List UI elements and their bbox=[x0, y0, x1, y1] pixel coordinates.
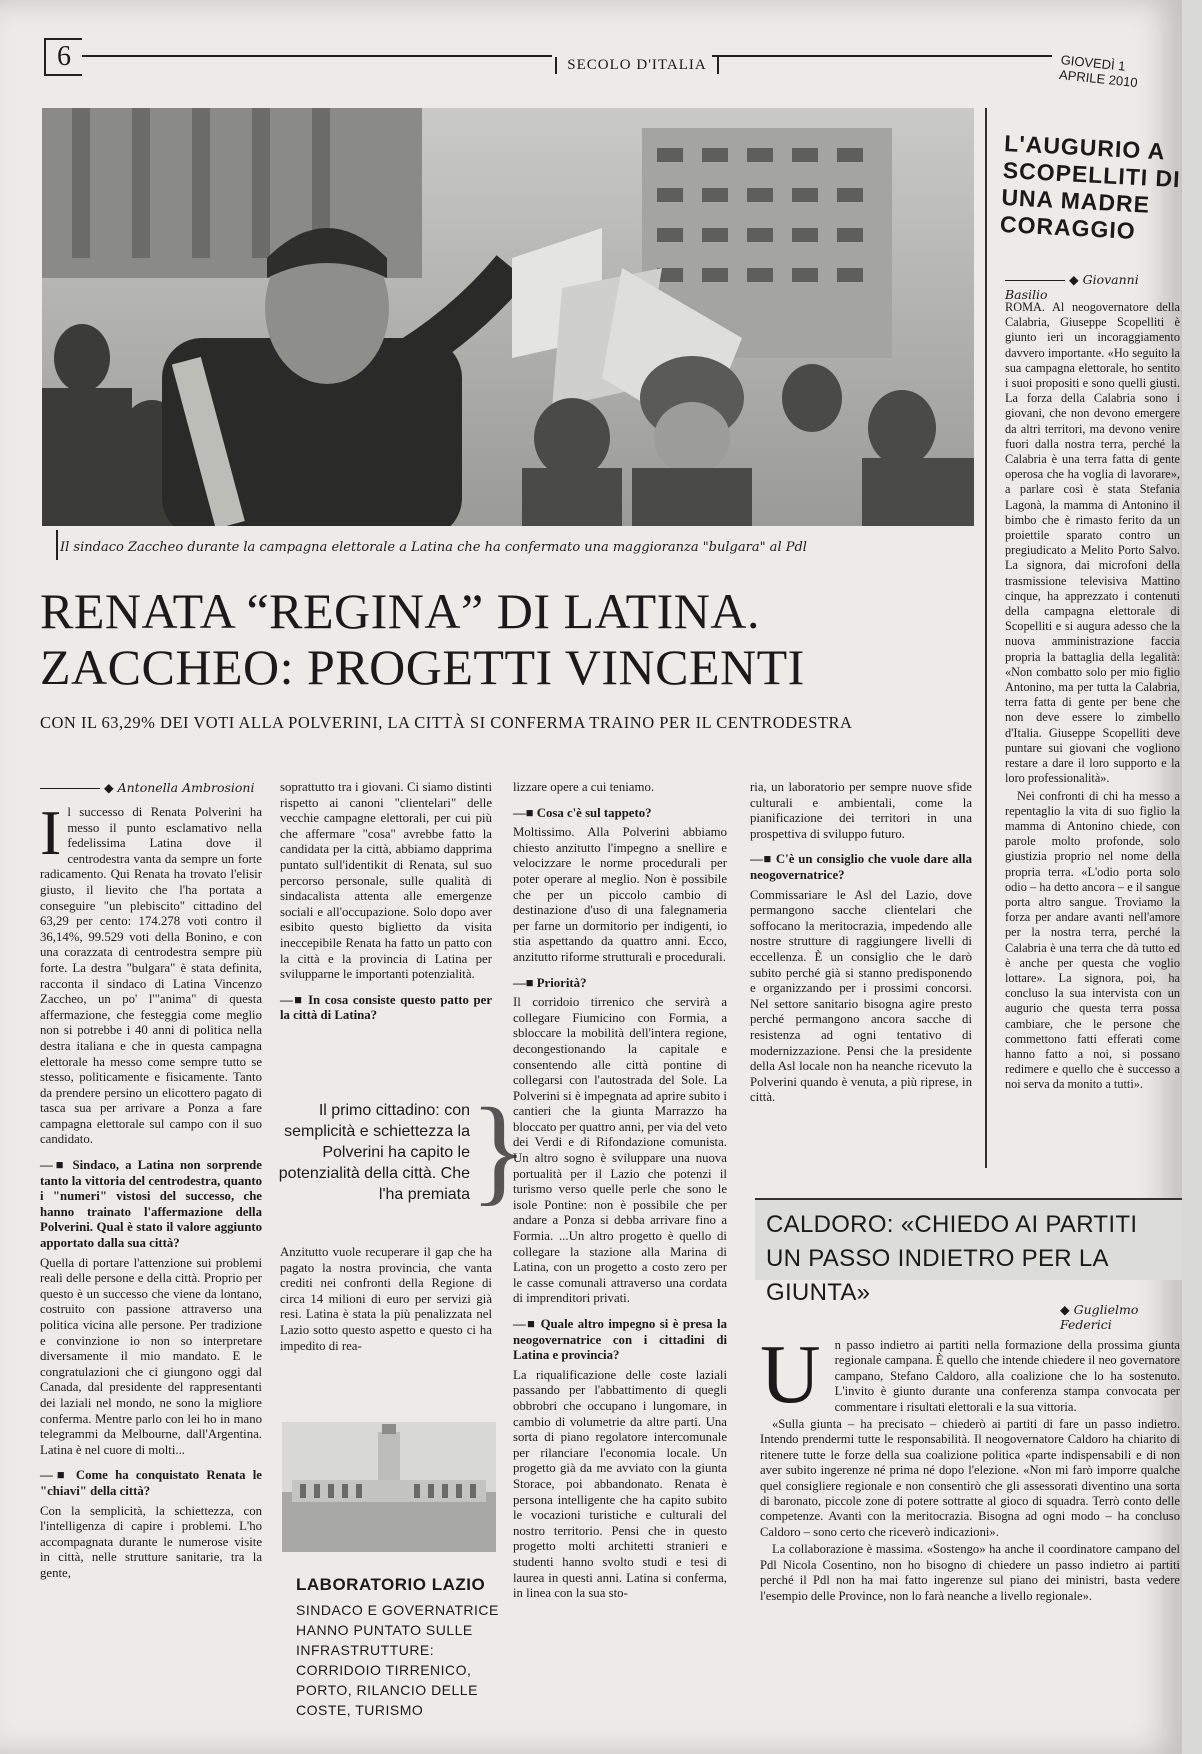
interview-question: —■ In cosa consiste questo patto per la città di Latina? bbox=[280, 993, 492, 1024]
article-column-3 bbox=[513, 780, 727, 1604]
article-column-1 bbox=[40, 797, 262, 1584]
article-column-4 bbox=[750, 780, 972, 1108]
paragraph: lizzare opere a cui teniamo. bbox=[513, 780, 655, 794]
interview-question: —■ Quale altro impegno si è presa la neogovernatrice con i cittadini di Latina e provincia? bbox=[513, 1317, 727, 1364]
article-headline bbox=[40, 583, 980, 695]
paragraph: Con la semplicità, la schiettezza, con l'intelligenza di capire i problemi. L'ho accompagnata durante le numerose visite in città, nelle strutture sanitarie, tra la gente, bbox=[40, 1503, 262, 1580]
article-column-2 bbox=[280, 780, 492, 1028]
masthead-rule-left bbox=[82, 55, 552, 57]
page-number: 6 bbox=[44, 38, 82, 76]
paragraph: Quella di portare l'attenzione sui problemi reali delle persone e della città. Proprio per questo è un successo che viene da lontano, costruito con passione attraverso una politica vicina alle persone. Per tradizione e convinzione io non so interpretare diversamente il mio mandato. E le congratulazioni che ci giungono oggi dal Canada, dal presidente del rappresentanti dei laziali nel mondo, ne sono la migliore conferma. Mentre parlo con lei ho in mano telegrammi da Melbourne, dall'Argentina. Latina è nel cuore di molti... bbox=[40, 1255, 262, 1457]
article-byline: ◆ Antonella Ambrosioni bbox=[40, 780, 260, 795]
pull-quote-brace: } bbox=[470, 1083, 528, 1216]
article-subhead: CON IL 63,29% DEI VOTI ALLA POLVERINI, LA CITTÀ SI CONFERMA TRAINO PER IL CENTRODESTRA bbox=[40, 713, 853, 732]
town-hall-illustration bbox=[282, 1422, 496, 1552]
masthead-rule-right bbox=[712, 55, 1052, 57]
main-photo bbox=[42, 108, 974, 526]
lazio-box-subtitle: SINDACO E GOVERNATRICE HANNO PUNTATO SULLE INFRASTRUTTURE: CORRIDOIO TIRRENICO, PORTO, RILANCIO DELLE COSTE, TURISMO bbox=[296, 1602, 499, 1718]
paragraph: «Sulla giunta – ha precisato – chiederò ai partiti di fare un passo indietro. Intendo prendermi tutte le responsabilità. Il neogovernatore Caldoro ha chiarito di ritenere tutte le forze della sua coalizione politica «parte indispensabili e di non aver subito ingerenze né prima né dopo l'elezione. «Non mi farò imporre qualche quel consigliere regionale e non consentirò che gli assessorati diventino una sorta di baronato, piccole zone di potere sottratte al gioco di squadra. Terrò conto delle competenze. Avanti con la meritocrazia. Bisogna ad ogni modo – ha concluso Caldoro – sono certo che riceverò indicazioni». bbox=[760, 1417, 1180, 1539]
interview-question: —■ Come ha conquistato Renata le "chiavi" della città? bbox=[40, 1468, 262, 1499]
sidebar-title: L'AUGURIO A SCOPELLITI DI UNA MADRE CORAGGIO bbox=[999, 130, 1182, 244]
paragraph: La riqualificazione delle coste laziali passando per l'abbattimento di quegli obbrobri che occupano i lungomare, in cambio di volumetrie da altre parti. Una sorta di piano regolatore intercomunale per rilanciare l'economia locale. Un progetto già da me avviato con la giunta Storace, poi abbandonato. Renata è persona intelligente che ha capito subito le vocazioni turistiche e culturali del nostro territorio. Pensi che in questo progetto molti architetti stranieri e studenti hanno svolto studi e tesi di laurea in questi anni. Latina si conferma, in linea con la sua sto- bbox=[513, 1367, 727, 1601]
caldoro-body bbox=[760, 1328, 1180, 1606]
interview-question: —■ Sindaco, a Latina non sorprende tanto la vittoria del centrodestra, quanto i "numeri" vistosi del successo, che hanno trainato l'affermazione della Polverini. Qual è stato il valore aggiunto apportato dalla sua città? bbox=[40, 1158, 262, 1252]
paragraph: n passo indietro ai partiti nella formazione della prossima giunta regionale campana. È quello che intende chiedere il neo governatore campano, Stefano Caldoro, alla coalizione che lo ha sostenuto. L'invito è giunto durante una conferenza stampa convocata per commentare i risultati elettorali e la sua vittoria. bbox=[834, 1338, 1180, 1414]
photo-caption: Il sindaco Zaccheo durante la campagna elettorale a Latina che ha confermato una maggioranza "bulgara" al Pdl bbox=[60, 540, 807, 555]
caption-bar bbox=[56, 530, 58, 560]
headline-line-2: ZACCHEO: PROGETTI VINCENTI bbox=[40, 639, 805, 695]
interview-question: —■ Cosa c'è sul tappeto? bbox=[513, 806, 727, 822]
paragraph: Nei confronti di chi ha messo a repentaglio la vita di suo figlio la mamma di Antonino chiede, con parole molto profonde, solo giustizia proprio nel nome della propria terra. «L'odio porta solo odio – ha detto ancora – e il sangue porta altro sangue. Troviamo la forza per andare avanti nell'amore per la nostra terra, perché la Calabria è una terra che dà tutto ed è anche per questa che voglio lottare». La signora, poi, ha concluso la sua intervista con un augurio che questa terra possa cambiare, che le persone che commettono fatti efferati come hanno fatto a noi, si possano redimere e quello che è successo a noi serva da monito a tutti». bbox=[1005, 788, 1180, 1092]
lazio-photo bbox=[282, 1422, 496, 1552]
lazio-box-title: LABORATORIO LAZIO bbox=[296, 1575, 486, 1594]
sidebar-body bbox=[1005, 300, 1180, 1095]
caldoro-headline-line-2: UN PASSO INDIETRO PER LA GIUNTA» bbox=[766, 1245, 1108, 1306]
drop-cap: U bbox=[760, 1328, 821, 1421]
headline-line-1: RENATA “REGINA” DI LATINA. bbox=[40, 583, 760, 639]
caldoro-headline-line-1: CALDORO: «CHIEDO AI PARTITI bbox=[766, 1211, 1138, 1238]
paragraph: soprattutto tra i giovani. Ci siamo distinti rispetto ai canoni "clientelari" delle vecchie campagne elettorali, per cui più che affermare "cosa" avrebbe fatto la candidata per la città, abbiamo dapprima puntato sull'identikit di Renata, sul suo percorso personale, sulle qualità di sindacalista attenta alle emergenze sociali e all'occupazione. Solo dopo aver esibito questo biglietto da visita ineccepibile Renata ha fatto un patto con la città e la provincia di Latina per svilupparne le importanti potenzialità. bbox=[280, 780, 492, 982]
paragraph: l successo di Renata Polverini ha messo il punto esclamativo nella fedelissima Latina dove il centrodestra vanta da sempre un forte radicamento. Qui Renata ha trovato l'elisir giusto, il lievito che l'ha portata a conseguire "un plebiscito" cittadino del 63,29 per cento: 174.278 voti contro il 36,14%, 99.529 voti della Bonino, e con una corazzata di centrodestra sempre più forte. La destra "bulgara" è stata definita, racconta il sindaco di Latina Vincenzo Zaccheo, un po' l'"anima" di questa affermazione, che festeggia come meglio non si potrebbe i 40 anni di politica nella destra italiana e che in questa campagna elettorale ha messo come sempre tutto se stesso, politicamente e fisicamente. Tanto da prendere persino un elicottero pagato di tasca sua per arrivare a Ponza a fare campagna elettorale sul campo con il suo candidato. bbox=[40, 805, 262, 1147]
article-column-2-continued bbox=[280, 1245, 492, 1356]
interview-question: —■ Priorità? bbox=[513, 976, 727, 992]
lead-paragraph bbox=[40, 797, 262, 1148]
caldoro-byline: ◆ Guglielmo Federici bbox=[1060, 1302, 1139, 1332]
pull-quote: Il primo cittadino: con semplicità e schiettezza la Polverini ha capito le potenzialità della città. Che l'ha premiata bbox=[278, 1102, 470, 1203]
photo-crowd-illustration bbox=[42, 108, 974, 526]
paragraph: La collaborazione è massima. «Sostengo» ha anche il coordinatore campano del Pdl Nicola Cosentino, non ho bisogno di chiedere un passo indietro ai partiti perché il Pdl non ha mai fatto ingerenze sul piano dei ministri, basta vedere l'esempio delle Province, non lo farà neanche a livello regionale». bbox=[760, 1542, 1180, 1603]
issue-date: GIOVEDÌ 1 APRILE 2010 bbox=[1058, 52, 1139, 91]
caldoro-headline bbox=[766, 1208, 1186, 1310]
interview-question: —■ C'è un consiglio che vuole dare alla neogovernatrice? bbox=[750, 852, 972, 883]
paper-name: SECOLO D'ITALIA bbox=[555, 57, 719, 74]
byline-author: Antonella Ambrosioni bbox=[117, 780, 255, 795]
lead-paragraph bbox=[760, 1328, 1180, 1421]
paragraph: Anzitutto vuole recuperare il gap che ha pagato la nostra provincia, che vanta crediti nei confronti della Regione di circa 14 milioni di euro per servizi già resi. Latina è stata la più penalizzata nel Lazio sotto questo aspetto e questo ci ha impedito di rea- bbox=[280, 1245, 492, 1353]
paragraph: Commissariare le Asl del Lazio, dove permangono sacche clientelari che soffocano la meritocrazia, impedendo alle nostre strutture di raggiungere livelli di eccellenza. È un consiglio che le darò subito perché già si stanno predisponendo e organizzando per i prossimi concorsi. Nel settore sanitario bisogna agire presto perché permangono ancora sacche di resistenza ad ogni tentativo di modernizzazione. Pensi che la presidente della Asl locale non ha neanche ricevuto la Polverini quando è venuta, a più riprese, in città. bbox=[750, 887, 972, 1105]
paragraph: ria, un laboratorio per sempre nuove sfide culturali e ambientali, come la pianificazione dei territori in una prospettiva di sviluppo futuro. bbox=[750, 780, 972, 841]
drop-cap: I bbox=[40, 797, 62, 868]
sidebar-byline: ◆ Giovanni Basilio bbox=[1005, 272, 1139, 302]
paragraph: Moltissimo. Alla Polverini abbiamo chiesto anzitutto l'impegno a snellire e velocizzare le norme procedurali per poter operare al meglio. Non è possibile che per un piccolo cambio di destinazione d'uso di una falegnameria per farne un dormitorio per indigenti, io stia aspettando da quattro anni. Ecco, anzitutto riforme strutturali e procedurali. bbox=[513, 825, 727, 964]
paragraph: ROMA. Al neogovernatore della Calabria, Giuseppe Scopelliti è giunto ieri un incoraggiamento davvero importante. «Ho seguito la sua campagna elettorale, ho sentito i suoi propositi e sono quelli giusti. La forza della Calabria sono i giovani, che non devono emergere da altri territori, ma devono venire fuori dalla nostra terra, perché la Calabria è una terra fatta di gente operosa che ha voglia di lavorare», a parlare così è stata Stefania Lagonà, la mamma di Antonino il bimbo che è rimasto ferito da un proiettile sparato contro un pregiudicato a Melito Porto Salvo. La signora, dai microfoni della trasmissione televisiva Mattino cinque, ha apprezzato i contenuti della campagna elettorale di Scopelliti e si augura adesso che la nuova amministrazione faccia propria la battaglia della legalità: «Non combatto solo per mio figlio Antonino, ma per tutta la Calabria, terra fatta di gente per bene che non deve essere lo zimbello d'Italia. Giuseppe Scopelliti deve puntare sui giovani che vogliono restare a dare il loro supporto e la loro professionalità». bbox=[1005, 300, 1180, 786]
sidebar-byline-author: Giovanni Basilio bbox=[1005, 272, 1139, 302]
caldoro-byline-author: Guglielmo Federici bbox=[1060, 1302, 1139, 1332]
paragraph: Il corridoio tirrenico che servirà a collegare Fiumicino con Formia, a sbloccare la mobilità dell'intera regione, decongestionando la capitale e consentendo alle città pontine di collegarsi con l'autostrada del Sole. La Polverini si è impegnata ad aprire subito i cantieri che la giunta Marrazzo ha bloccato per quattro anni, per via del veto dei Verdi e di Rifondazione comunista. Un altro sogno è sviluppare una nuova portualità per il Lazio che potenzi il turismo verso quelle perle che sono le isole Pontine: non è possibile che per andare a Ponza si debba arrivare fino a Formia. ...Un altro progetto è quello di collegare la stazione alla Marina di Latina, con un progetto a costo zero per le casse comunali attraverso una cordata di imprenditori privati. bbox=[513, 995, 727, 1306]
